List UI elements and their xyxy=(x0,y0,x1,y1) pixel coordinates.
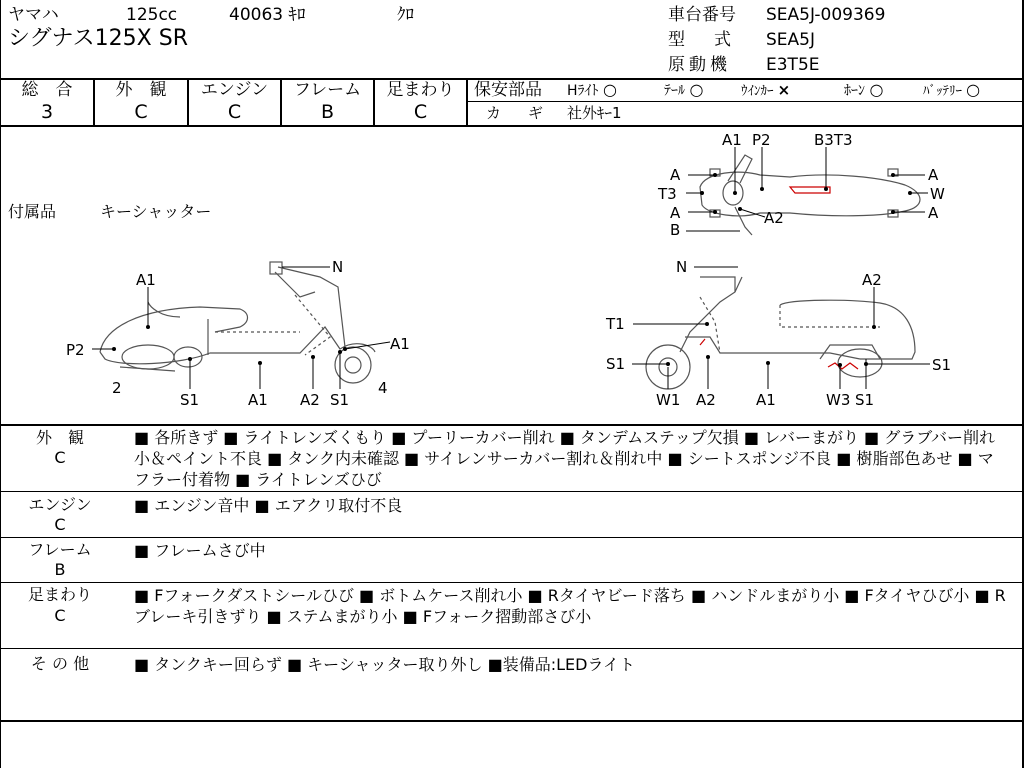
top-label-b: B xyxy=(670,221,681,239)
left-label-a1-top: A1 xyxy=(136,271,156,289)
key-label: カ ギ xyxy=(486,104,550,122)
safety-tail xyxy=(664,80,703,101)
grade-total-label: 総 合 xyxy=(21,80,73,100)
grade-suspension-value: C xyxy=(413,101,428,123)
right-label-s1-right: S1 xyxy=(932,356,952,374)
top-label-a-left-upper: A xyxy=(670,166,681,184)
grade-exterior-label: 外 観 xyxy=(115,80,167,100)
type-label: 型 式 xyxy=(668,30,737,50)
grade-frame-label: フレーム xyxy=(293,80,362,100)
safety-headlight xyxy=(567,80,617,101)
top-label-b3t3: B3T3 xyxy=(814,131,853,149)
key-value: 社外ｷｰ1 xyxy=(567,104,622,122)
grade-exterior-value: C xyxy=(134,101,148,123)
safety-title: 保安部品 xyxy=(474,80,542,100)
left-label-a1-bottom: A1 xyxy=(248,391,268,409)
left-label-2: 2 xyxy=(112,379,122,397)
section-frame xyxy=(0,538,1022,582)
section-suspension xyxy=(0,583,1022,647)
section-engine-label: エンジン xyxy=(28,495,92,514)
maker: ヤマハ xyxy=(8,5,59,25)
top-label-a-right-upper: A xyxy=(928,166,939,184)
section-suspension-text: ■ Fフォークダストシールひび ■ ボトムケース削れ小 ■ Rタイヤビード落ち ■ ハンドルまがり小 ■ Fタイヤひび小 ■ Rブレーキ引きずり ■ ステムまがり小 ■ Fフォーク摺動部さび小 xyxy=(134,586,1006,626)
section-engine-grade: C xyxy=(54,515,66,534)
section-other-text: ■ タンクキー回らず ■ キーシャッター取り外し ■装備品:LEDライト xyxy=(134,655,635,674)
grade-suspension-label: 足まわり xyxy=(386,80,455,100)
grade-engine-value: C xyxy=(227,101,242,123)
safety-horn-mark: ○ xyxy=(869,80,884,99)
top-label-a-right-lower: A xyxy=(928,204,939,222)
safety-tail-label: ﾃｰﾙ xyxy=(664,83,685,99)
right-label-w1: W1 xyxy=(656,391,681,409)
safety-horn-label: ﾎｰﾝ xyxy=(844,83,865,99)
right-label-w3: W3 xyxy=(826,391,851,409)
section-exterior xyxy=(0,426,1022,490)
right-label-t1: T1 xyxy=(606,315,625,333)
section-exterior-label: 外 観 xyxy=(35,428,84,447)
top-label-t3: T3 xyxy=(658,185,677,203)
left-label-s1-front: S1 xyxy=(330,391,350,409)
section-exterior-text: ■ 各所きず ■ ライトレンズくもり ■ プーリーカバー削れ ■ タンデムステップ欠損 ■ レバーまがり ■ グラブバー削れ小＆ペイント不良 ■ タンク内未確認 ■ サイレンサーカバー割れ＆削れ中 ■ シートスポンジ不良 ■ 樹脂部色あせ ■ マフラー付着物 ■ ライトレンズひび xyxy=(134,428,995,489)
engine-model-label: 原動機 xyxy=(668,55,731,75)
safety-battery xyxy=(923,80,980,102)
top-view-diagram xyxy=(700,155,920,235)
section-engine-text: ■ エンジン音中 ■ エアクリ取付不良 xyxy=(134,496,403,515)
type-value: SEA5J xyxy=(766,30,815,50)
top-label-p2: P2 xyxy=(752,131,771,149)
frame-number-value: SEA5J-009369 xyxy=(766,5,886,25)
safety-winker-label: ｳｲﾝｶｰ xyxy=(741,84,774,99)
grade-total-value: 3 xyxy=(40,101,54,123)
engine-model-value: E3T5E xyxy=(766,55,820,75)
safety-winker xyxy=(741,80,790,102)
accessories-value: キーシャッター xyxy=(100,202,212,221)
section-frame-text: ■ フレームさび中 xyxy=(134,541,266,560)
color: ｸﾛ xyxy=(397,5,414,25)
top-label-a-left-lower: A xyxy=(670,204,681,222)
safety-winker-mark: × xyxy=(777,81,791,99)
right-label-a1: A1 xyxy=(756,391,776,409)
left-label-s1-rear: S1 xyxy=(180,391,200,409)
safety-parts xyxy=(468,79,1022,125)
section-suspension-grade: C xyxy=(54,606,66,625)
left-label-4: 4 xyxy=(378,379,388,397)
section-other xyxy=(0,649,1022,719)
right-label-s1-left: S1 xyxy=(606,355,626,373)
right-label-n: N xyxy=(676,258,688,276)
section-engine xyxy=(0,492,1022,536)
grade-table xyxy=(0,78,468,126)
right-label-a2-top: A2 xyxy=(862,271,882,289)
left-label-a2: A2 xyxy=(300,391,320,409)
left-label-a1-front: A1 xyxy=(390,335,410,353)
accessories-label: 付属品 xyxy=(8,202,57,221)
left-label-n: N xyxy=(332,258,344,276)
top-label-w: W xyxy=(930,185,945,203)
section-frame-grade: B xyxy=(54,560,66,579)
model-name: シグナス125X SR xyxy=(8,26,188,51)
scooter-diagrams xyxy=(0,127,1022,424)
section-exterior-grade: C xyxy=(54,448,66,467)
section-frame-label: フレーム xyxy=(28,540,92,559)
displacement: 125cc xyxy=(126,5,178,25)
mileage: 40063 ｷﾛ xyxy=(229,5,306,25)
right-label-s1-bottom: S1 xyxy=(855,391,875,409)
safety-battery-mark: ○ xyxy=(966,80,981,99)
safety-headlight-mark: ○ xyxy=(602,80,617,99)
top-label-a2: A2 xyxy=(764,209,784,227)
section-other-label: そ の 他 xyxy=(30,654,90,673)
right-view-diagram xyxy=(646,277,915,389)
grade-frame-value: B xyxy=(320,101,335,123)
safety-battery-label: ﾊﾞｯﾃﾘｰ xyxy=(923,84,962,99)
grade-engine-label: エンジン xyxy=(200,80,269,100)
frame-number-label: 車台番号 xyxy=(668,5,736,25)
right-label-a2-bottom: A2 xyxy=(696,391,716,409)
section-suspension-label: 足まわり xyxy=(27,585,92,604)
safety-tail-mark: ○ xyxy=(689,80,704,99)
safety-headlight-label: Hﾗｲﾄ xyxy=(567,83,599,99)
left-label-p2: P2 xyxy=(66,341,85,359)
header xyxy=(0,0,1024,78)
top-label-a1: A1 xyxy=(722,131,742,149)
leader-dots xyxy=(112,173,912,367)
safety-horn xyxy=(844,80,883,101)
